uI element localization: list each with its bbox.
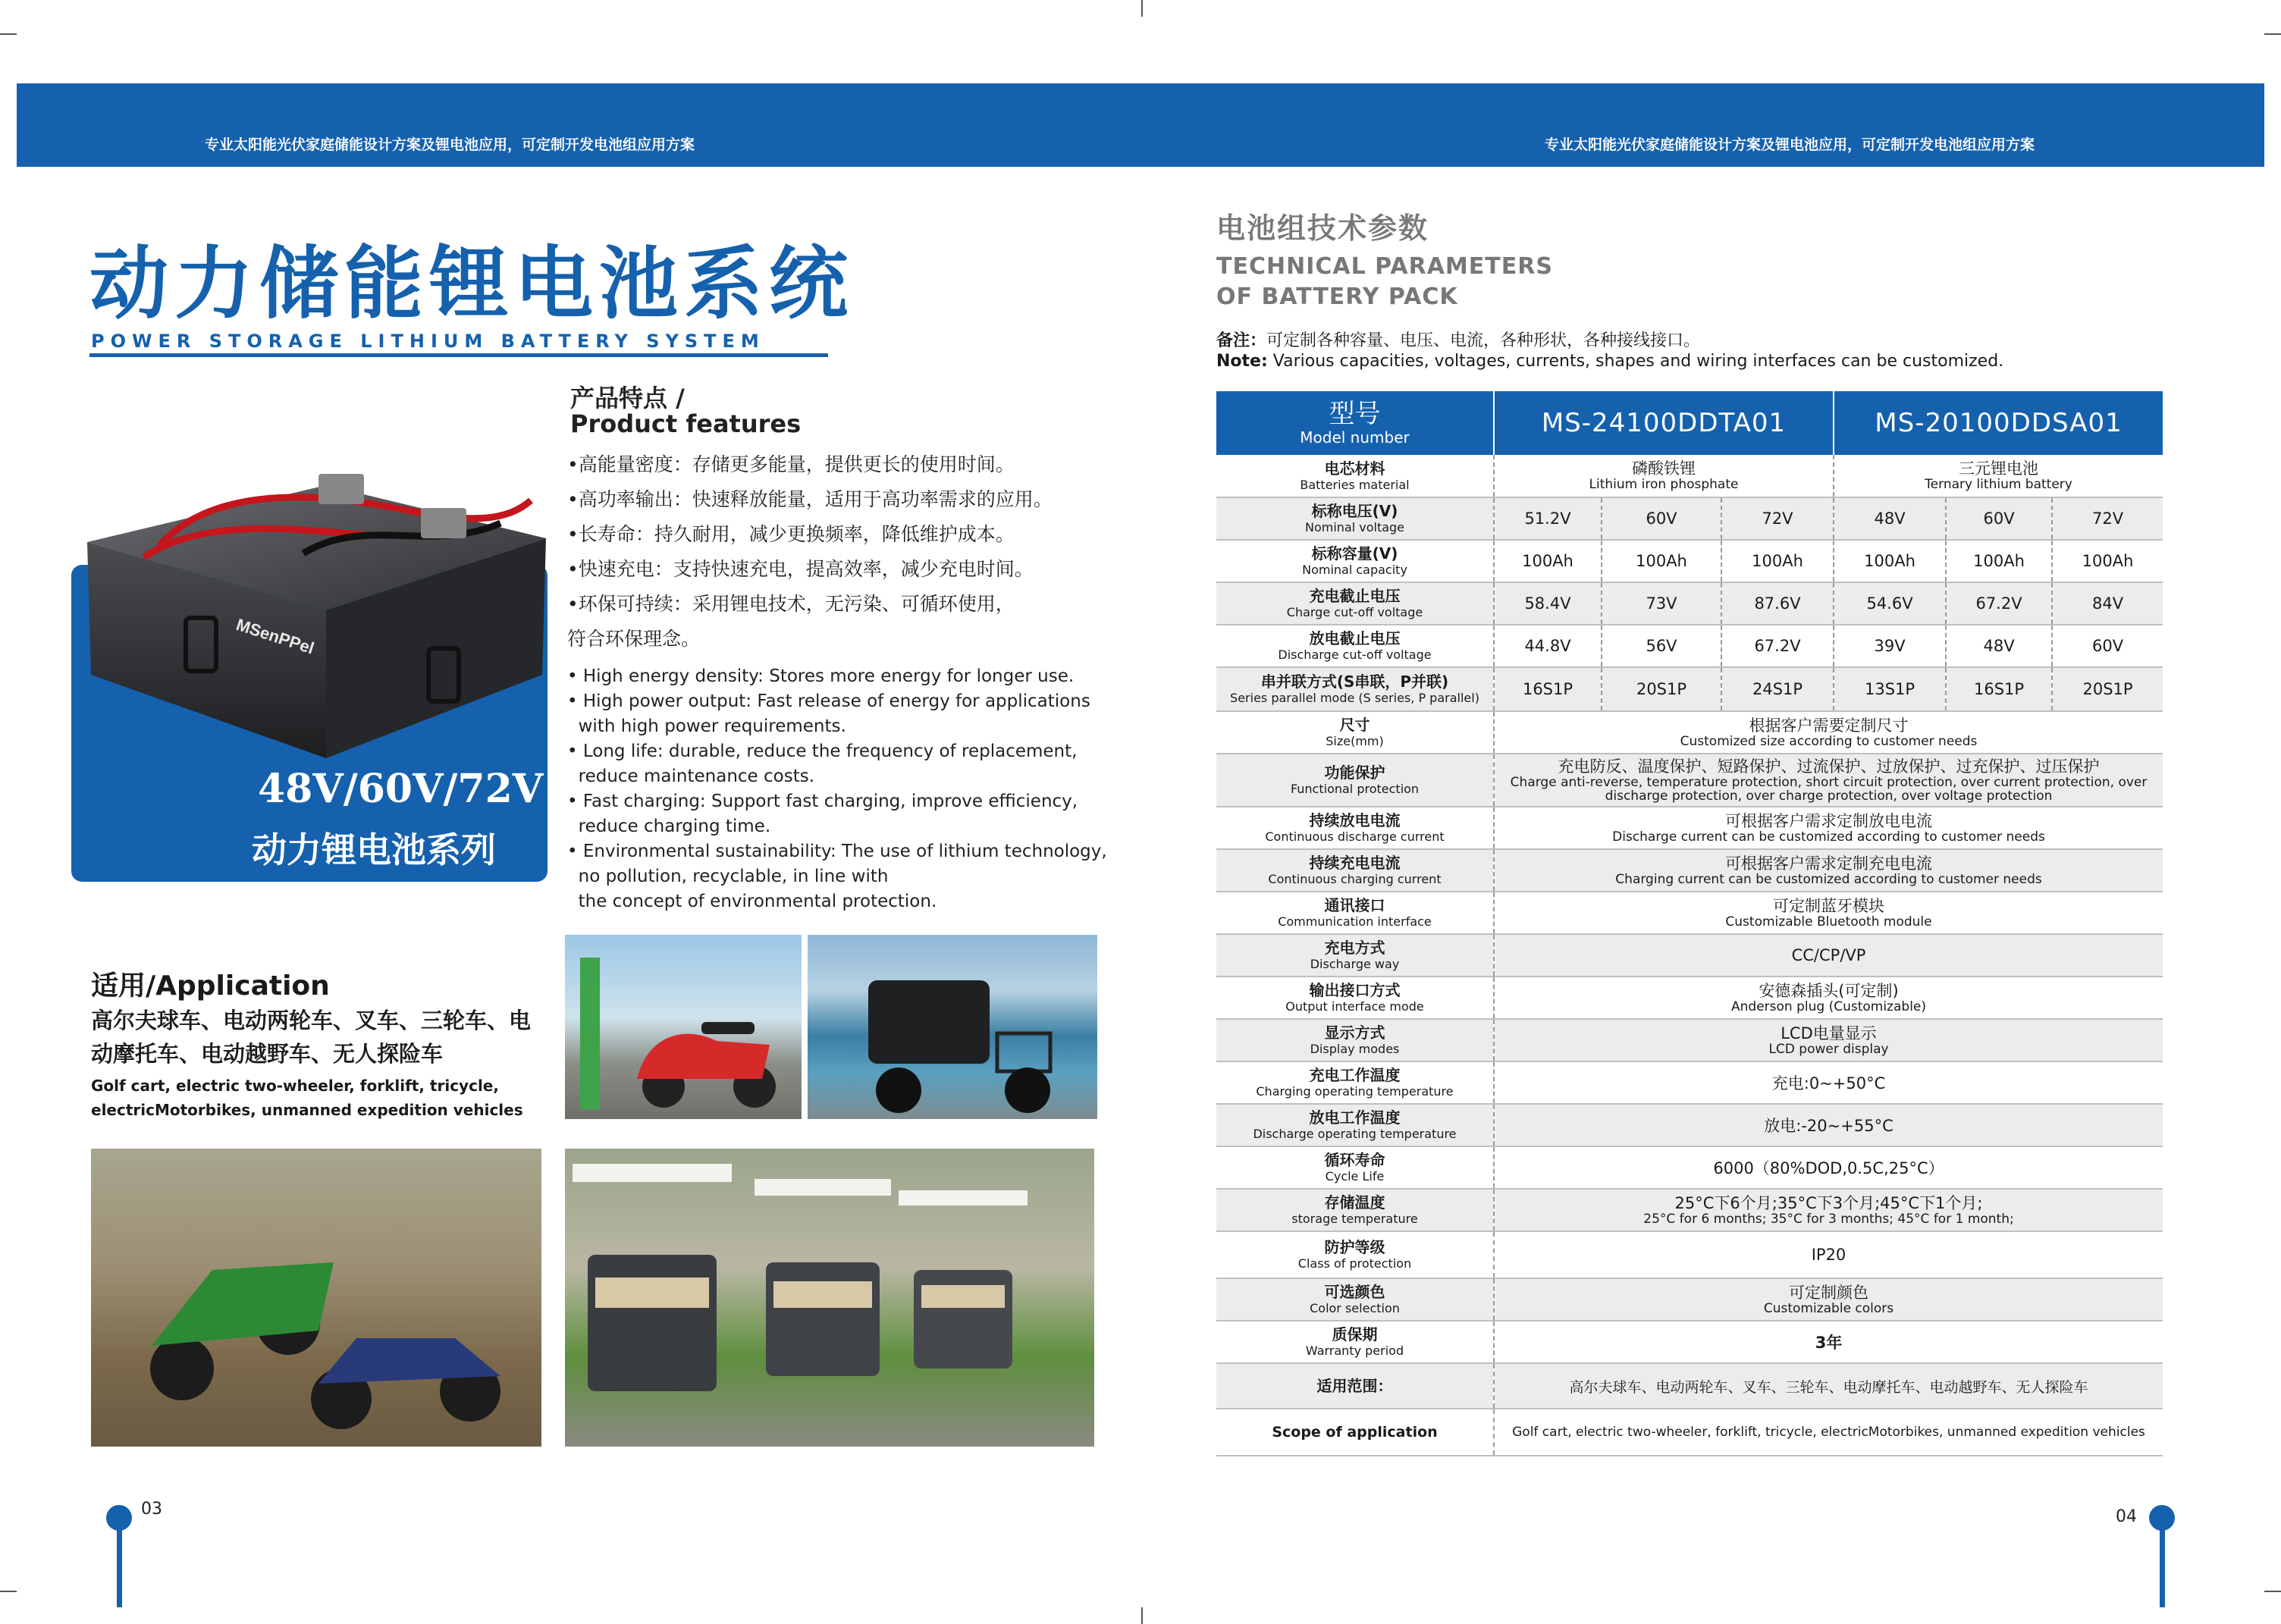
table-row: 可选颜色 Color selection 可定制颜色 Customizable colors: [1216, 1278, 2163, 1321]
cart-seat: [773, 1281, 872, 1308]
crop-mark: [2264, 33, 2281, 35]
spec-title-cn: 电池组技术参数: [1216, 212, 1429, 245]
spec-title-en-line1: TECHNICAL PARAMETERS: [1216, 253, 1553, 280]
feature-item: •快速充电：支持快速充电，提高效率，减少充电时间。: [567, 558, 1034, 580]
table-row: 显示方式 Display modes LCD电量显示 LCD power display: [1216, 1019, 2163, 1061]
anderson-plug: [421, 508, 466, 538]
table-row: 存储温度 storage temperature 25°C下6个月;35°C下3个月;45°C下1个月; 25°C for 6 months; 35°C for 3 months; 45°C for 1 month;: [1216, 1189, 2163, 1231]
table-row: 充电方式 Discharge way CC/CP/VP: [1216, 934, 2163, 977]
page-title-en: POWER STORAGE LITHIUM BATTERY SYSTEM: [91, 331, 765, 352]
features-head-en: Product features: [570, 409, 802, 438]
crop-mark: [0, 33, 17, 35]
banner-right-text: 专业太阳能光伏家庭储能设计方案及锂电池应用，可定制开发电池组应用方案: [1545, 136, 2035, 153]
anderson-plug: [318, 474, 364, 504]
table-row: 通讯接口 Communication interface 可定制蓝牙模块 Customizable Bluetooth module: [1216, 892, 2163, 934]
table-row: Scope of application Golf cart, electric two-wheeler, forklift, tricycle, electricMotorbikes, unmanned expedition vehicles: [1216, 1409, 2163, 1456]
note-text-en: Various capacities, voltages, currents, shapes and wiring interfaces can be customized.: [1272, 352, 2004, 371]
table-header-row: [1216, 391, 2163, 455]
features-head-cn: 产品特点 /: [570, 384, 685, 412]
crop-mark: [1141, 1607, 1143, 1624]
basket: [997, 1033, 1050, 1071]
banner-left-text: 专业太阳能光伏家庭储能设计方案及锂电池应用，可定制开发电池组应用方案: [205, 136, 695, 153]
table-row: 持续充电电流 Continuous charging current 可根据客户需求定制充电电流 Charging current can be customized according to customer needs: [1216, 849, 2163, 892]
rc-truck-blue: [318, 1338, 500, 1384]
photo-scooter: [565, 935, 802, 1119]
header-model-a: MS-24100DDTA01: [1494, 391, 1834, 455]
cart-body: [914, 1270, 1012, 1368]
feature-item: •长寿命：持久耐用，减少更换频率，降低维护成本。: [567, 523, 1015, 545]
feature-item: •高能量密度：存储更多能量，提供更长的使用时间。: [567, 453, 1015, 475]
features-list-cn: [567, 447, 1121, 657]
scooter-seat: [701, 1022, 755, 1034]
application-cn: 高尔夫球车、电动两轮车、叉车、三轮车、电动摩托车、电动越野车、无人探险车: [91, 1008, 532, 1067]
feature-item-en: • Long life: durable, reduce the frequency of replacement, reduce maintenance costs.: [567, 741, 1078, 786]
top-banner: [17, 83, 2264, 167]
table-row: 持续放电电流 Continuous discharge current 可根据客户需求定制放电电流 Discharge current can be customized according to customer needs: [1216, 807, 2163, 849]
cart-roof: [755, 1179, 891, 1196]
crop-mark: [2264, 1591, 2281, 1592]
feature-item-en: • High power output: Fast release of energy for applications with high power requirements.: [567, 691, 1090, 736]
page-title-cn: 动力储能锂电池系统: [89, 237, 855, 330]
header-model-label: 型号 Model number: [1216, 391, 1494, 455]
table-row: 功能保护 Functional protection 充电防反、温度保护、短路保护、过流保护、过放保护、过充保护、过压保护 Charge anti-reverse, temperature protection, short circuit protection, over current protection, over discharge protection, over charge protection, over voltage protection: [1216, 754, 2163, 807]
scooter-body: [637, 1034, 770, 1079]
page-bar: [2160, 1516, 2165, 1607]
feature-item: •高功率输出：快速释放能量，适用于高功率需求的应用。: [567, 488, 1053, 510]
table-row: 防护等级 Class of protection IP20: [1216, 1231, 2163, 1278]
crop-mark: [1141, 0, 1143, 17]
feature-item-en: • Environmental sustainability: The use of lithium technology, no pollution, recyclable, in line with the concept of environmental protection.: [567, 842, 1107, 911]
note-label-cn: 备注：: [1216, 331, 1267, 350]
application-head: 适用/Application: [91, 970, 330, 1002]
page-number-left: 03: [141, 1500, 162, 1519]
table-row: 充电工作温度 Charging operating temperature 充电:0~+50°C: [1216, 1061, 2163, 1104]
cart-seat: [921, 1285, 1005, 1308]
card-voltage: 48V/60V/72V: [258, 766, 544, 812]
table-row: 标称电压(V) Nominal voltage 51.2V 60V 72V 48V 60V 72V: [1216, 497, 2163, 540]
charging-station: [580, 958, 600, 1109]
table-row: 标称容量(V) Nominal capacity 100Ah 100Ah 100Ah 100Ah 100Ah 100Ah: [1216, 540, 2163, 582]
table-row: 放电工作温度 Discharge operating temperature 放电:-20~+55°C: [1216, 1104, 2163, 1146]
cart-roof: [899, 1190, 1028, 1205]
feature-item: •环保可持续：采用锂电技术，无污染、可循环使用，: [567, 593, 1015, 615]
spec-title-en: [1216, 252, 1553, 312]
table-row: 尺寸 Size(mm) 根据客户需要定制尺寸 Customized size according to customer needs: [1216, 711, 2163, 754]
spec-table: [1216, 391, 2163, 1456]
features-list-en: [567, 664, 1113, 914]
feature-item-en: • High energy density: Stores more energy for longer use.: [567, 666, 1075, 686]
battery-brand: MSenPPel: [234, 614, 317, 658]
table-row: 适用范围： 高尔夫球车、电动两轮车、叉车、三轮车、电动摩托车、电动越野车、无人探险车: [1216, 1363, 2163, 1409]
page-number-right: 04: [2116, 1507, 2137, 1526]
photo-golf-carts: [565, 1149, 1094, 1447]
table-row: 电芯材料 Batteries material 磷酸铁锂 Lithium iron phosphate 三元锂电池 Ternary lithium battery: [1216, 455, 2163, 497]
crop-mark: [0, 1591, 17, 1592]
title-underline: [89, 353, 828, 357]
table-row: 质保期 Warranty period 3年: [1216, 1321, 2163, 1363]
note-text-cn: 可定制各种容量、电压、电流，各种形状，各种接线接口。: [1266, 331, 1701, 350]
feature-item: 符合环保理念。: [567, 628, 701, 650]
tricycle-body: [868, 980, 990, 1064]
note-label-en: Note:: [1216, 352, 1268, 371]
cart-body: [588, 1255, 717, 1391]
wheel: [876, 1068, 921, 1113]
application-en: Golf cart, electric two-wheeler, forklift, tricycle, electricMotorbikes, unmanned expedition vehicles: [91, 1077, 523, 1119]
photo-tricycle: [808, 935, 1097, 1119]
spec-title-en-line2: OF BATTERY PACK: [1216, 284, 1458, 310]
cart-body: [766, 1262, 880, 1376]
note-en: [1216, 352, 2003, 371]
wheel: [150, 1337, 214, 1400]
wheel: [1005, 1068, 1050, 1113]
battery-illustration: [76, 455, 561, 773]
page-bar: [117, 1516, 122, 1607]
table-row: 放电截止电压 Discharge cut-off voltage 44.8V 56V 67.2V 39V 48V 60V: [1216, 625, 2163, 667]
photo-rc-cars: [91, 1149, 541, 1447]
cart-roof: [573, 1164, 732, 1182]
table-row: 串并联方式(S串联，P并联) Series parallel mode (S series, P parallel) 16S1P 20S1P 24S1P 13S1P 16S1P 20S1P: [1216, 667, 2163, 711]
table-row: 输出接口方式 Output interface mode 安德森插头(可定制) Anderson plug (Customizable): [1216, 977, 2163, 1019]
table-row: 循环寿命 Cycle Life 6000（80%DOD,0.5C,25°C）: [1216, 1146, 2163, 1189]
feature-item-en: • Fast charging: Support fast charging, improve efficiency, reduce charging time.: [567, 792, 1078, 836]
table-row: 充电截止电压 Charge cut-off voltage 58.4V 73V 87.6V 54.6V 67.2V 84V: [1216, 582, 2163, 625]
note-cn: [1216, 328, 1700, 351]
header-model-b: MS-20100DDSA01: [1834, 391, 2163, 455]
cart-seat: [595, 1278, 709, 1308]
card-series: 动力锂电池系列: [252, 829, 496, 870]
